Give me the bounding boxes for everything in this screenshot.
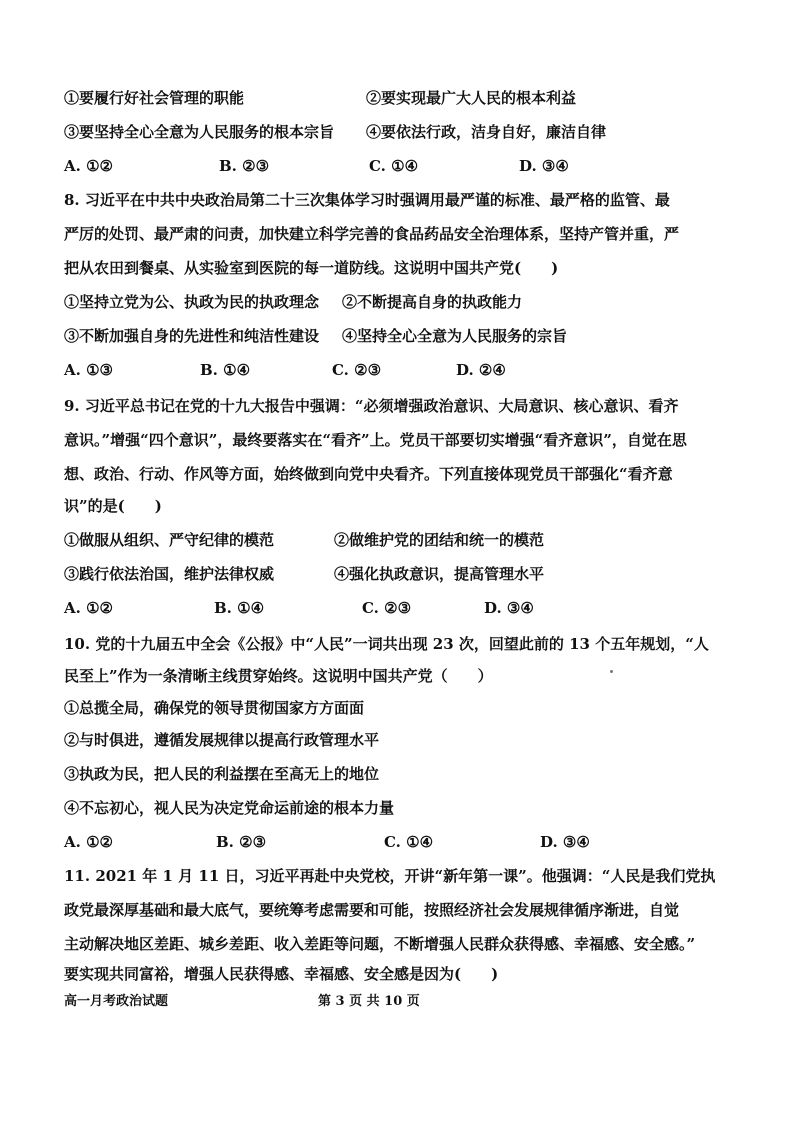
q11-stem-line-4: 要实现共同富裕，增强人民获得感、幸福感、安全感是因为( ) bbox=[64, 965, 499, 983]
q9-option-3: ③践行依法治国，维护法律权威 bbox=[64, 565, 275, 583]
q10-choice-c: C. ①④ bbox=[384, 833, 434, 851]
q7-option-3: ③要坚持全心全意为人民服务的根本宗旨 bbox=[64, 123, 335, 141]
q10-option-3: ③执政为民，把人民的利益摆在至高无上的地位 bbox=[64, 765, 380, 783]
q9-choice-d: D. ③④ bbox=[484, 599, 534, 617]
q10-option-4: ④不忘初心，视人民为决定党命运前途的根本力量 bbox=[64, 799, 395, 817]
q8-option-2: ②不断提高自身的执政能力 bbox=[342, 293, 523, 311]
q7-option-1: ①要履行好社会管理的职能 bbox=[64, 89, 245, 107]
q9-option-1: ①做服从组织、严守纪律的模范 bbox=[64, 531, 275, 549]
q7-option-2: ②要实现最广大人民的根本利益 bbox=[366, 89, 577, 107]
q7-choice-a: A. ①② bbox=[64, 157, 113, 175]
q8-stem-line-1: 8. 习近平在中共中央政治局第二十三次集体学习时强调用最严谨的标准、最严格的监管、最 bbox=[64, 191, 670, 209]
q8-option-3: ③不断加强自身的先进性和纯洁性建设 bbox=[64, 327, 320, 345]
q8-choice-b: B. ①④ bbox=[200, 361, 251, 379]
footer-page-number: 第 3 页 共 10 页 bbox=[318, 994, 420, 1009]
footer-exam-title: 高一月考政治试题 bbox=[64, 994, 169, 1009]
q11-stem-line-1: 11. 2021 年 1 月 11 日，习近平再赴中央党校，开讲“新年第一课”。他强调：“人民是我们党执 bbox=[64, 867, 716, 885]
q7-choice-c: C. ①④ bbox=[369, 157, 419, 175]
q9-choice-b: B. ①④ bbox=[214, 599, 265, 617]
q10-choice-d: D. ③④ bbox=[540, 833, 590, 851]
q9-choice-c: C. ②③ bbox=[362, 599, 412, 617]
q11-stem-line-3: 主动解决地区差距、城乡差距、收入差距等问题，不断增强人民群众获得感、幸福感、安全感。” bbox=[64, 935, 696, 953]
q9-choice-a: A. ①② bbox=[64, 599, 113, 617]
q9-option-2: ②做维护党的团结和统一的模范 bbox=[334, 531, 545, 549]
q10-stem-line-2: 民至上”作为一条清晰主线贯穿始终。这说明中国共产党（ ） bbox=[64, 667, 493, 685]
q8-stem-line-2: 严厉的处罚、最严肃的问责，加快建立科学完善的食品药品安全治理体系，坚持产管并重，严 bbox=[64, 225, 680, 243]
q10-choice-b: B. ②③ bbox=[216, 833, 267, 851]
q8-stem-line-3: 把从农田到餐桌、从实验室到医院的每一道防线。这说明中国共产党( ) bbox=[64, 259, 559, 277]
q9-stem-line-4: 识”的是( ) bbox=[64, 497, 162, 515]
q11-stem-line-2: 政党最深厚基础和最大底气，要统筹考虑需要和可能，按照经济社会发展规律循序渐进，自觉 bbox=[64, 901, 680, 919]
q10-option-2: ②与时俱进，遵循发展规律以提高行政管理水平 bbox=[64, 731, 380, 749]
q10-choice-a: A. ①② bbox=[64, 833, 113, 851]
q7-choice-d: D. ③④ bbox=[519, 157, 569, 175]
q7-choice-b: B. ②③ bbox=[219, 157, 270, 175]
q8-choice-a: A. ①③ bbox=[64, 361, 113, 379]
q9-option-4: ④强化执政意识，提高管理水平 bbox=[334, 565, 545, 583]
q10-stem-line-1: 10. 党的十九届五中全会《公报》中“人民”一词共出现 23 次，回望此前的 13 个五年规划，“人 bbox=[64, 635, 709, 653]
q8-choice-d: D. ②④ bbox=[456, 361, 506, 379]
q10-option-1: ①总揽全局，确保党的领导贯彻国家方方面面 bbox=[64, 699, 365, 717]
scan-speck bbox=[610, 670, 613, 673]
q8-option-4: ④坚持全心全意为人民服务的宗旨 bbox=[342, 327, 568, 345]
q7-option-4: ④要依法行政，洁身自好，廉洁自律 bbox=[366, 123, 607, 141]
q9-stem-line-3: 想、政治、行动、作风等方面，始终做到向党中央看齐。下列直接体现党员干部强化“看齐意 bbox=[64, 465, 673, 483]
q9-stem-line-2: 意识。”增强“四个意识”，最终要落实在“看齐”上。党员干部要切实增强“看齐意识”，自觉在思 bbox=[64, 431, 687, 449]
q8-choice-c: C. ②③ bbox=[332, 361, 382, 379]
q8-option-1: ①坚持立党为公、执政为民的执政理念 bbox=[64, 293, 320, 311]
q9-stem-line-1: 9. 习近平总书记在党的十九大报告中强调：“必须增强政治意识、大局意识、核心意识、看齐 bbox=[64, 397, 679, 415]
